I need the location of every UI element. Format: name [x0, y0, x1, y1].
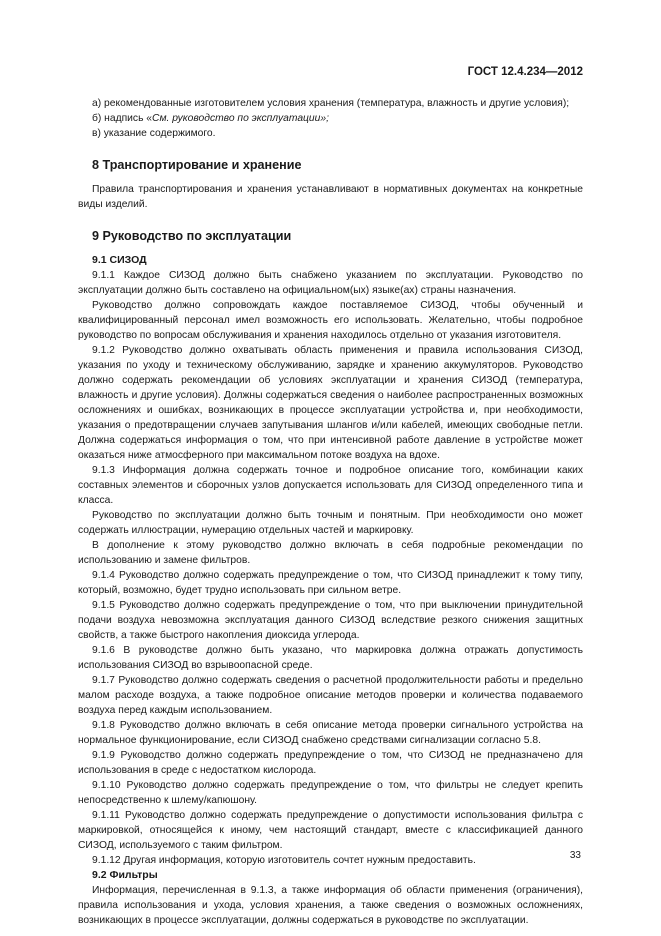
paragraph-9-1-3: 9.1.3 Информация должна содержать точное и подробное описание того, комбинации каких составных элементов и сборочных узлов допускается использовать для СИЗОД определенного типа и класса. — [78, 465, 583, 506]
paragraph-9-1-5: 9.1.5 Руководство должно содержать предупреждение о том, что при выключении принудительной подачи воздуха невозможна эксплуатация данного СИЗОД вследствие резкого снижения защитных свойств, а также быстрого накопления диоксида углерода. — [78, 600, 583, 641]
list-item-b-prefix: б) надпись « — [92, 113, 153, 124]
paragraph-9-1-3-b: Руководство по эксплуатации должно быть точным и понятным. При необходимости оно может содержать иллюстрации, нумерацию отдельных частей и маркировку. — [78, 510, 583, 536]
paragraph-9-2: Информация, перечисленная в 9.1.3, а также информация об области применения (ограничения), правила использования и ухода, условия хранения, а также сведения о возможных осложнениях, возникающих в процессе эксплуатации, должны содержаться в руководстве по эксплуатации. — [78, 885, 583, 926]
paragraph-9-1-4: 9.1.4 Руководство должно содержать предупреждение о том, что СИЗОД принадлежит к тому типу, который, возможно, будет трудно использовать при сильном ветре. — [78, 570, 583, 596]
paragraph-9-1-6: 9.1.6 В руководстве должно быть указано, что маркировка должна отражать допустимость использования СИЗОД во взрывоопасной среде. — [78, 645, 583, 671]
paragraph-9-1-2: 9.1.2 Руководство должно охватывать область применения и правила использования СИЗОД, указания по уходу и техническому обслуживанию, зарядке и хранению аккумуляторов. Руководство должно содержать рекомендации об условиях эксплуатации и хранения СИЗОД (температура, влажность и другие условия). Должны содержаться сведения о наиболее распространенных возможных осложнениях и ошибках, возникающих в процессе эксплуатации устройства и, при необходимости, указания о предотвращении случаев запутывания шлангов и/или кабелей, имеющих свободные петли. Должна содержаться информация о том, что при интенсивной работе давление в устройстве может оказаться ниже атмосферного при максимальном потоке воздуха на вдохе. — [78, 345, 583, 461]
document-body — [78, 96, 583, 928]
list-item-b-italic: См. руководство по эксплуатации»; — [152, 113, 329, 124]
paragraph-9-1-3-c: В дополнение к этому руководство должно включать в себя подробные рекомендации по использованию и замене фильтров. — [78, 540, 583, 566]
section-9-title: 9 Руководство по эксплуатации — [92, 229, 292, 243]
paragraph-9-1-8: 9.1.8 Руководство должно включать в себя описание метода проверки сигнального устройства на нормальное функционирование, если СИЗОД снабжено средствами сигнализации согласно 5.8. — [78, 720, 583, 746]
list-item-c: в) указание содержимого. — [92, 128, 216, 139]
subsection-9-2-title: 9.2 Фильтры — [92, 869, 158, 881]
list-item-b — [78, 111, 583, 126]
paragraph-9-1-7: 9.1.7 Руководство должно содержать сведения о расчетной продолжительности работы и предельно малом расходе воздуха, а также подробное описание методов проверки и количества подаваемого воздуха перед каждым использованием. — [78, 675, 583, 716]
page-number: 33 — [569, 850, 581, 861]
paragraph-9-1-12: 9.1.12 Другая информация, которую изготовитель сочтет нужным предоставить. — [92, 855, 476, 866]
paragraph-9-1-10: 9.1.10 Руководство должно содержать предупреждение о том, что фильтры не следует крепить непосредственно к шлему/капюшону. — [78, 780, 583, 806]
paragraph-9-1-1: 9.1.1 Каждое СИЗОД должно быть снабжено указанием по эксплуатации. Руководство по эксплуатации должно быть составлено на официальном(ых) языке(ах) страны назначения. — [78, 270, 583, 296]
list-item-a: а) рекомендованные изготовителем условия хранения (температура, влажность и другие условия); — [92, 98, 570, 109]
section-8-title: 8 Транспортирование и хранение — [92, 158, 302, 172]
subsection-9-1-title: 9.1 СИЗОД — [92, 254, 147, 266]
paragraph-9-1-9: 9.1.9 Руководство должно содержать предупреждение о том, что СИЗОД не предназначено для использования в среде с недостатком кислорода. — [78, 750, 583, 776]
standard-header: ГОСТ 12.4.234—2012 — [467, 66, 583, 78]
section-8-paragraph: Правила транспортирования и хранения устанавливают в нормативных документах на конкретные виды изделий. — [78, 184, 583, 210]
paragraph-9-1-11: 9.1.11 Руководство должно содержать предупреждение о допустимости использования фильтра с маркировкой, относящейся к иному, чем настоящий стандарт, вместе с классификацией данного СИЗОД, используемого с таким фильтром. — [78, 810, 583, 851]
paragraph-9-1-1-b: Руководство должно сопровождать каждое поставляемое СИЗОД, чтобы обученный и квалифицированный персонал имел возможность его использовать. Желательно, чтобы подробное руководство по вопросам обслуживания и хранения находилось отдельно от указания изготовителя. — [78, 300, 583, 341]
